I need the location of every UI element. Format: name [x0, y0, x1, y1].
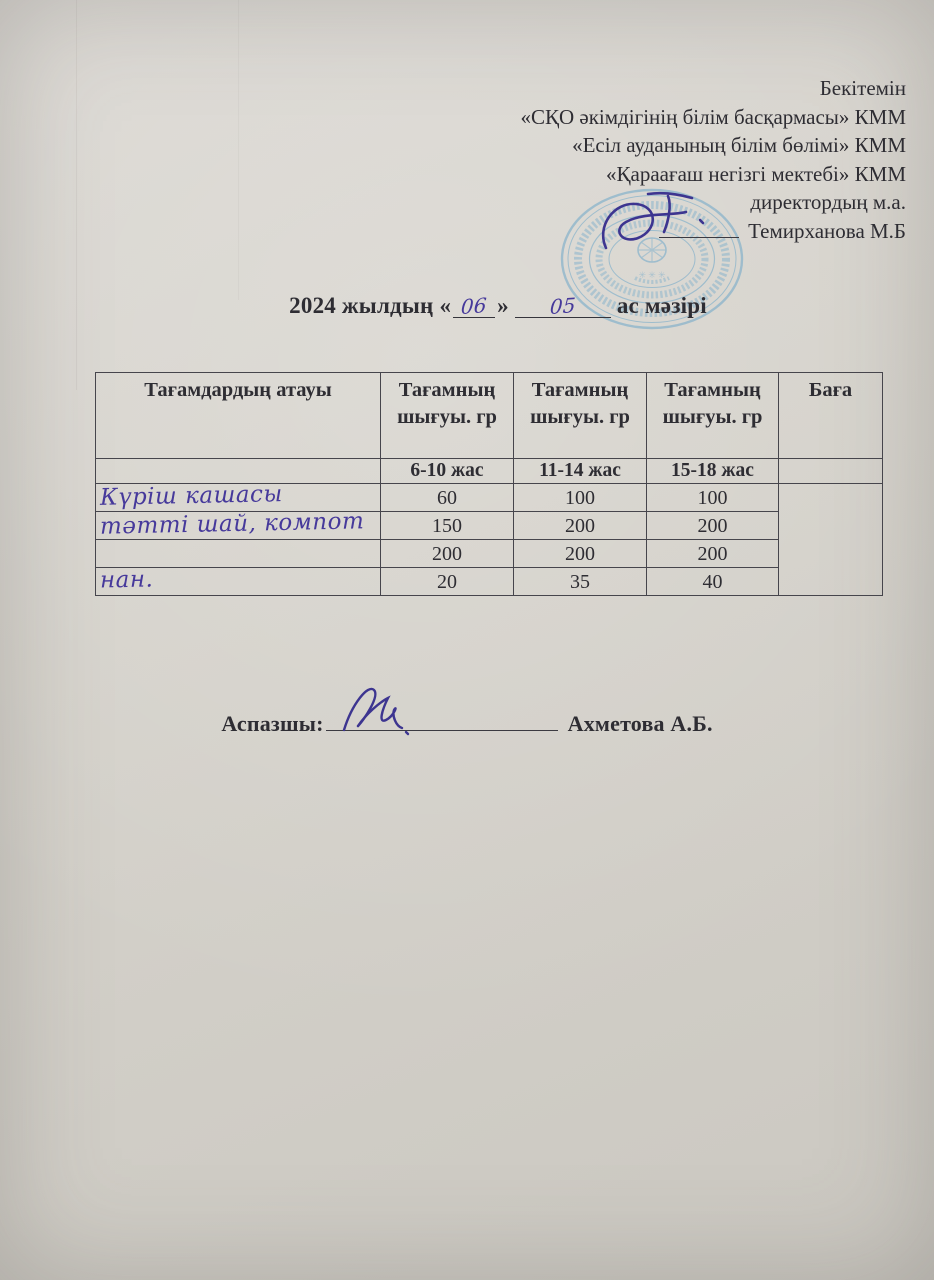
age-group-1: 6-10 жас	[381, 459, 514, 484]
handwritten-day: 06	[460, 293, 488, 319]
value-cell: 40	[647, 568, 779, 596]
value-cell: 100	[647, 484, 779, 512]
paper-fold-line	[76, 0, 77, 390]
menu-title	[62, 293, 934, 319]
handwritten-dish-name: тәтті шай, компот	[99, 508, 365, 540]
table-row	[96, 568, 883, 596]
approval-line: «СҚО әкімдігінің білім басқармасы» КММ	[520, 104, 906, 129]
header-dish-name: Тағамдардың атауы	[96, 373, 381, 459]
dish-name-cell	[96, 568, 381, 596]
cook-signature-icon	[336, 676, 432, 740]
value-cell: 200	[647, 512, 779, 540]
dish-name-cell	[96, 540, 381, 568]
value-cell: 100	[514, 484, 647, 512]
value-cell: 200	[514, 512, 647, 540]
handwritten-dish-name: нан.	[99, 566, 154, 594]
approval-line: «Қараағаш негізгі мектебі» КММ	[606, 161, 906, 186]
header-output-3: Тағамның шығуы. гр	[647, 373, 779, 459]
value-cell: 35	[514, 568, 647, 596]
header-output-1: Тағамның шығуы. гр	[381, 373, 514, 459]
value-cell: 200	[514, 540, 647, 568]
day-blank	[453, 294, 495, 318]
value-cell: 60	[381, 484, 514, 512]
table-row	[96, 484, 883, 512]
table-header-row	[96, 373, 883, 459]
director-name: Темирханова М.Б	[748, 218, 906, 243]
value-cell: 200	[381, 540, 514, 568]
paper-fold-line	[238, 0, 239, 300]
value-cell: 200	[647, 540, 779, 568]
title-part2: »	[497, 293, 509, 318]
table-row	[96, 512, 883, 540]
handwritten-dish-name: Күріш кашасы	[99, 481, 283, 511]
header-output-2: Тағамның шығуы. гр	[514, 373, 647, 459]
menu-table	[95, 372, 883, 596]
dish-name-cell	[96, 481, 381, 512]
value-cell: 150	[381, 512, 514, 540]
price-merged-cell	[779, 484, 883, 596]
header-price: Баға	[779, 373, 883, 459]
age-group-3: 15-18 жас	[647, 459, 779, 484]
cook-name: Ахметова А.Б.	[567, 711, 713, 736]
approval-line: директордың м.а.	[750, 190, 906, 214]
approval-line: «Есіл ауданының білім бөлімі» КММ	[572, 133, 906, 157]
month-blank	[515, 294, 611, 318]
value-cell: 20	[381, 568, 514, 596]
title-part3: ас мәзірі	[616, 293, 707, 318]
svg-text:✳ ✳ ✳: ✳ ✳ ✳	[638, 270, 666, 280]
approval-line: Бекітемін	[819, 76, 906, 100]
table-row	[96, 540, 883, 568]
cook-label: Аспазшы:	[221, 711, 324, 736]
director-signature-icon	[592, 178, 724, 266]
cook-signature-line	[0, 711, 934, 737]
age-group-2: 11-14 жас	[514, 459, 647, 484]
age-empty-cell	[779, 459, 883, 484]
age-group-row	[96, 459, 883, 484]
dish-name-cell	[96, 508, 381, 540]
age-empty-cell	[96, 459, 381, 484]
handwritten-month: 05	[549, 293, 577, 319]
title-part1: 2024 жылдың «	[289, 293, 452, 318]
